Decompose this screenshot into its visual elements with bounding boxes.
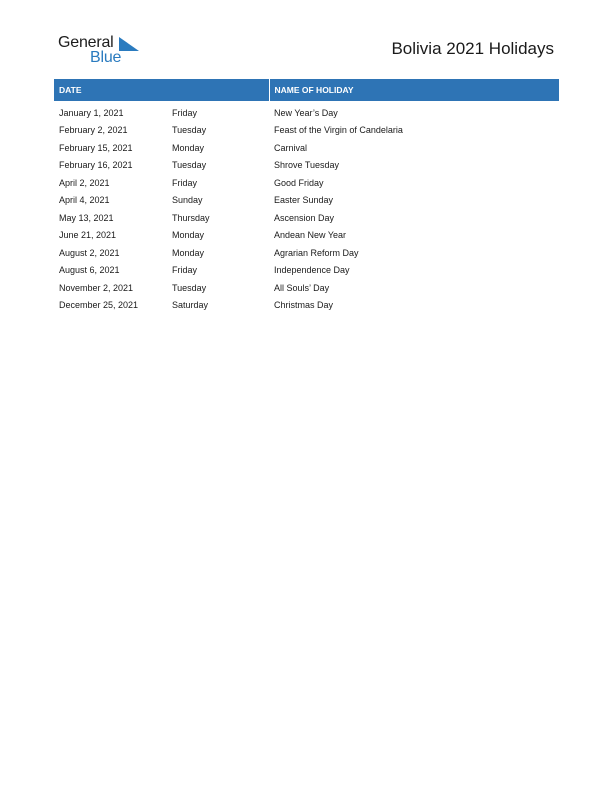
holiday-name: Good Friday — [274, 177, 324, 188]
header-holiday-name: NAME OF HOLIDAY — [269, 79, 559, 101]
holiday-weekday: Tuesday — [172, 282, 207, 293]
date-cell — [54, 101, 269, 122]
holiday-weekday: Friday — [172, 265, 198, 276]
date-cell — [54, 297, 269, 315]
holiday-name: All Souls’ Day — [274, 282, 330, 293]
table-header-row — [54, 79, 559, 101]
holiday-name: Andean New Year — [274, 230, 347, 241]
holiday-date: June 21, 2021 — [59, 230, 117, 241]
holiday-weekday: Sunday — [172, 195, 203, 206]
holiday-name: Christmas Day — [274, 300, 334, 311]
holiday-date: November 2, 2021 — [59, 282, 134, 293]
holiday-date: August 6, 2021 — [59, 265, 120, 276]
holiday-date: February 15, 2021 — [59, 142, 133, 153]
logo-triangle-icon — [119, 37, 139, 53]
holiday-weekday: Friday — [172, 177, 198, 188]
generalblue-logo — [58, 34, 148, 68]
holiday-weekday: Friday — [172, 107, 198, 118]
date-cell — [54, 262, 269, 280]
holiday-date: January 1, 2021 — [59, 107, 124, 118]
table-body — [54, 101, 559, 314]
holiday-date: February 16, 2021 — [59, 160, 133, 171]
holiday-name: Ascension Day — [274, 212, 335, 223]
holiday-name: New Year’s Day — [274, 107, 338, 118]
holiday-weekday: Thursday — [172, 212, 210, 223]
logo-word-general: General — [58, 34, 114, 51]
holiday-weekday: Tuesday — [172, 125, 207, 136]
page-title: Bolivia 2021 Holidays — [391, 39, 554, 58]
holiday-name: Easter Sunday — [274, 195, 334, 206]
table-row — [54, 244, 559, 262]
holiday-name: Shrove Tuesday — [274, 160, 340, 171]
table-row — [54, 297, 559, 315]
date-cell — [54, 209, 269, 227]
table-row — [54, 227, 559, 245]
holiday-date: August 2, 2021 — [59, 247, 120, 258]
logo-word-blue: Blue — [90, 49, 122, 66]
date-cell — [54, 227, 269, 245]
table-row — [54, 192, 559, 210]
date-cell — [54, 174, 269, 192]
holiday-name: Feast of the Virgin of Candelaria — [274, 125, 403, 136]
date-cell — [54, 244, 269, 262]
date-cell — [54, 157, 269, 175]
holiday-date: April 2, 2021 — [59, 177, 110, 188]
table-row — [54, 209, 559, 227]
holiday-weekday: Saturday — [172, 300, 209, 311]
date-cell — [54, 192, 269, 210]
holiday-weekday: Tuesday — [172, 160, 207, 171]
table-row — [54, 157, 559, 175]
holiday-date: April 4, 2021 — [59, 195, 110, 206]
table-row — [54, 139, 559, 157]
holiday-weekday: Monday — [172, 247, 205, 258]
holiday-name: Agrarian Reform Day — [274, 247, 359, 258]
table-row — [54, 262, 559, 280]
holiday-name: Independence Day — [274, 265, 350, 276]
holiday-date: May 13, 2021 — [59, 212, 114, 223]
table-row — [54, 174, 559, 192]
holiday-name: Carnival — [274, 142, 308, 153]
table-row — [54, 279, 559, 297]
header-date: DATE — [54, 79, 269, 101]
holiday-date: February 2, 2021 — [59, 125, 128, 136]
table-row — [54, 101, 559, 122]
table-row — [54, 122, 559, 140]
holiday-weekday: Monday — [172, 142, 205, 153]
date-cell — [54, 122, 269, 140]
date-cell — [54, 139, 269, 157]
holidays-table — [54, 79, 559, 314]
holiday-date: December 25, 2021 — [59, 300, 139, 311]
holiday-weekday: Monday — [172, 230, 205, 241]
date-cell — [54, 279, 269, 297]
